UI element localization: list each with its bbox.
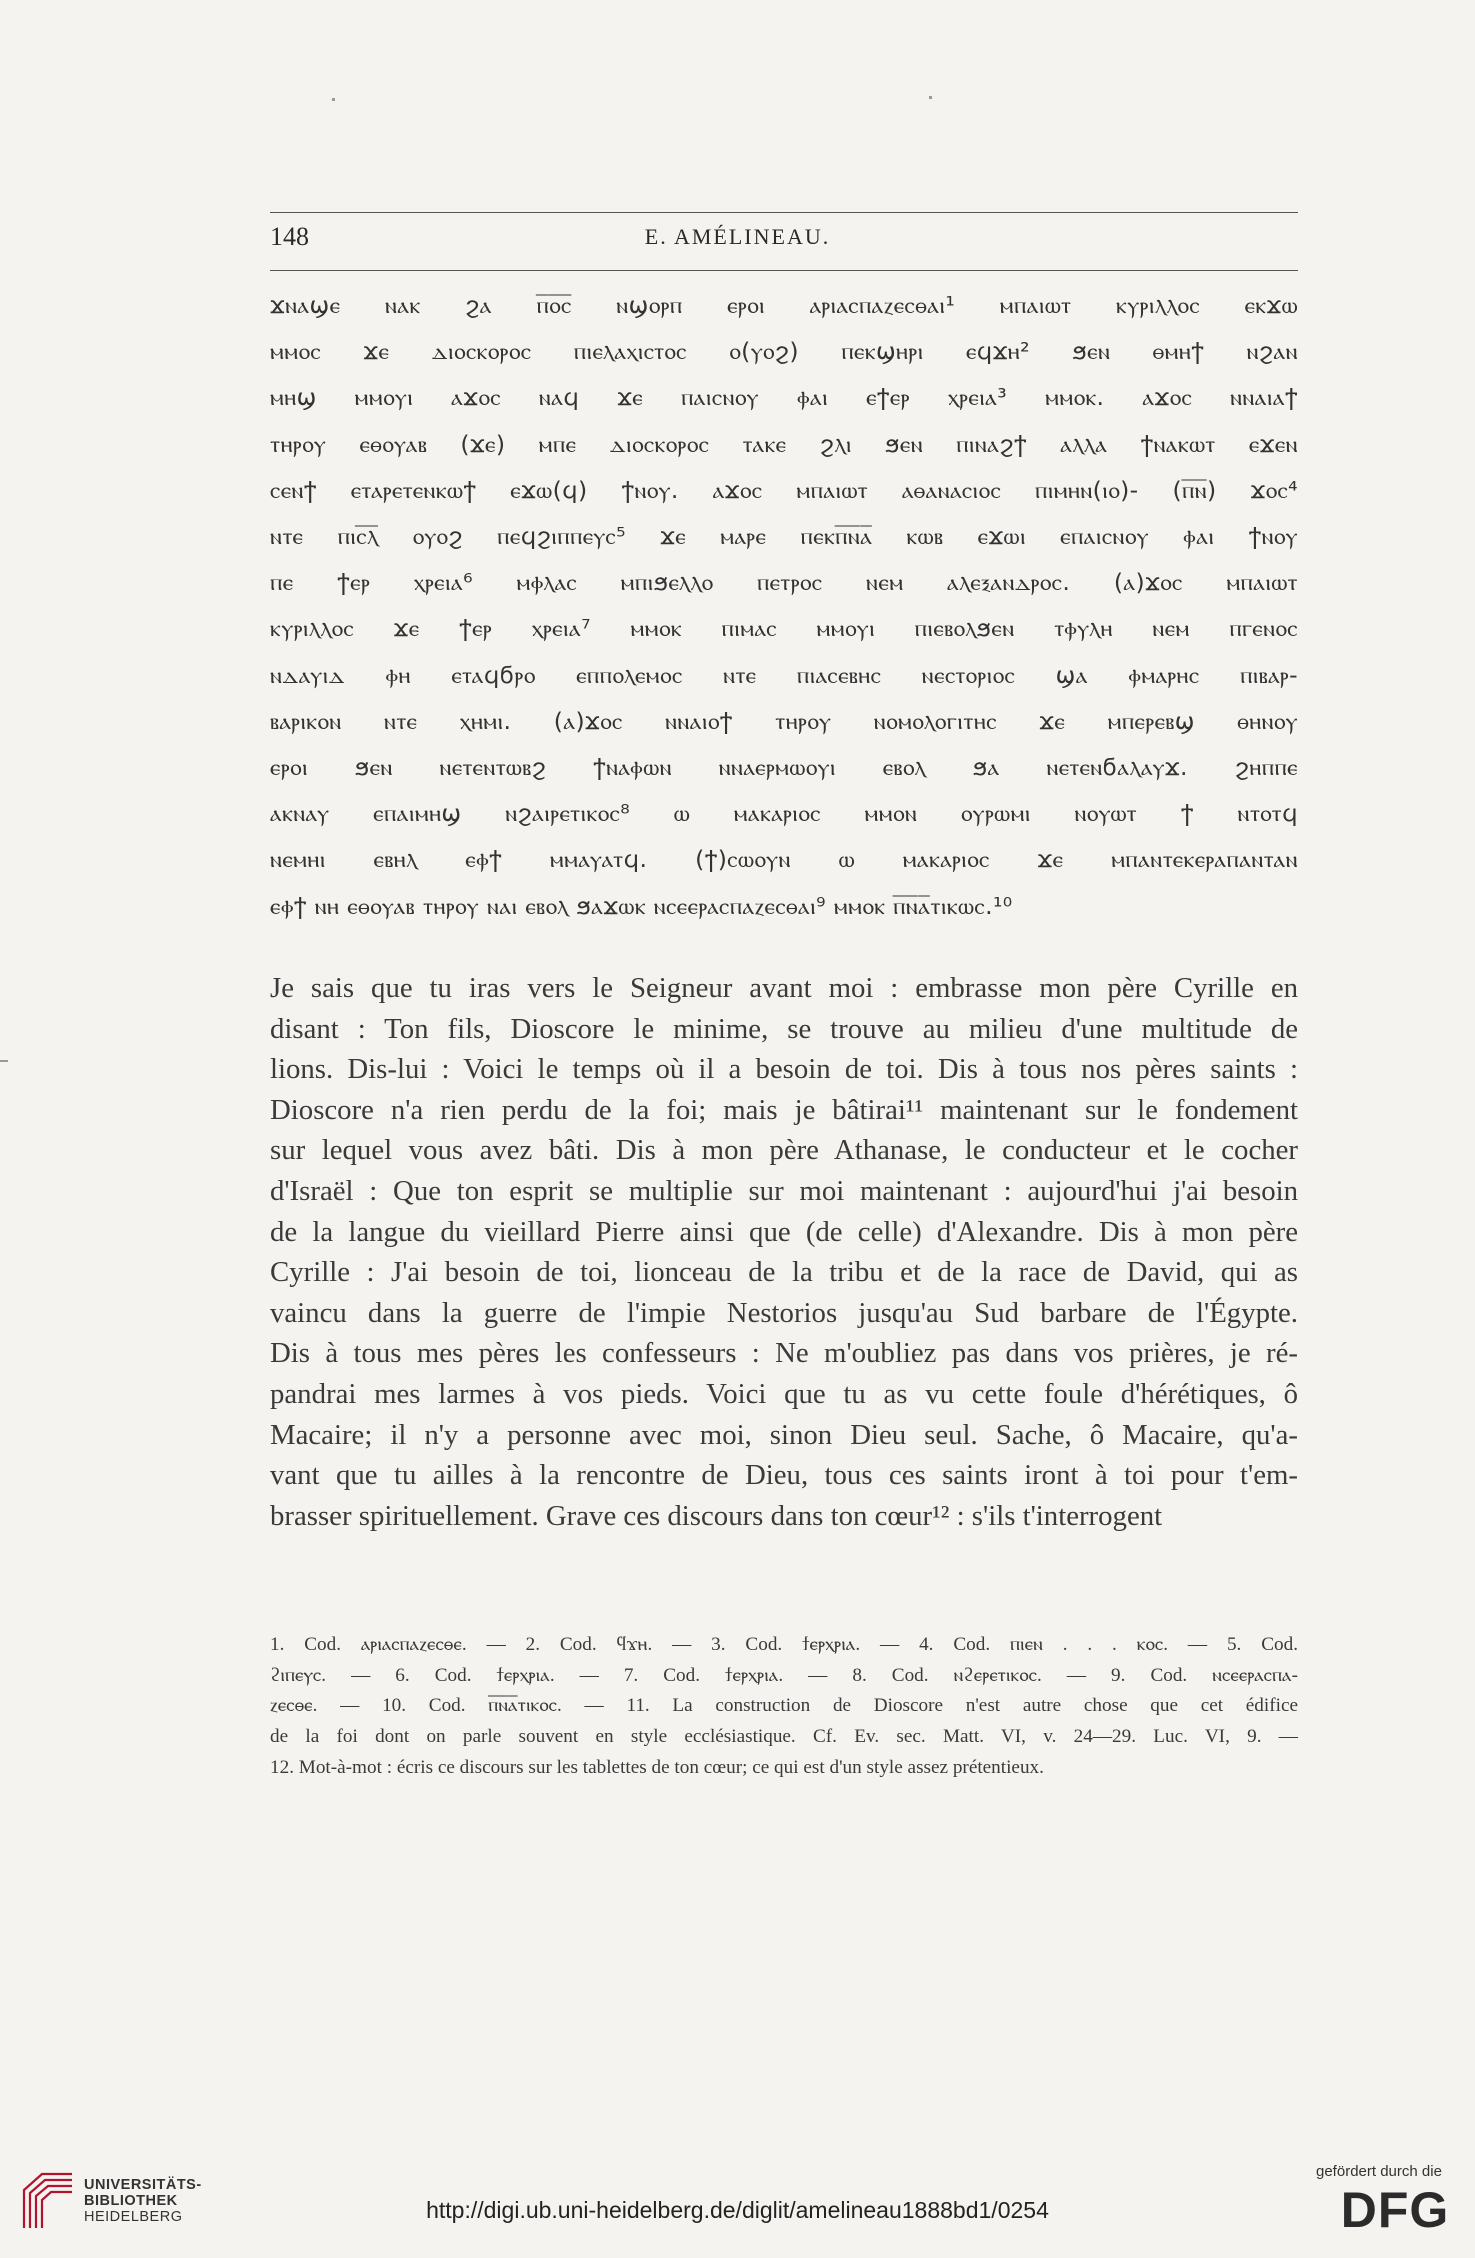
source-url-link[interactable]: http://digi.ub.uni-heidelberg.de/diglit/amelineau1888bd1/0254 [426,2197,1049,2223]
translation-line: de la langue du vieillard Pierre ainsi que (de celle) d'Alexandre. Dis à mon père [270,1215,1298,1248]
coptic-line: ⲧⲏⲣⲟⲩ ⲉⲑⲟⲩⲁⲃ (ϫⲉ) ⲙⲡⲉ ⲇⲓⲟⲥⲕⲟⲣⲟⲥ ⲧⲁⲕⲉ ϩⲗⲓ ϧⲉⲛ ⲡⲓⲛⲁϩϯ ⲁⲗⲗⲁ ϯⲛⲁⲕⲱⲧ ⲉϫⲉⲛ [270,429,1298,458]
library-name-line: UNIVERSITÄTS- [84,2177,202,2193]
coptic-line: ⲃⲁⲣⲓⲕⲟⲛ ⲛⲧⲉ ⲭⲏⲙⲓ. (ⲁ)ϫⲟⲥ ⲛⲛⲁⲓⲟϯ ⲧⲏⲣⲟⲩ ⲛⲟⲙⲟⲗⲟⲅⲓⲧⲏⲥ ϫⲉ ⲙⲡⲉⲣⲉⲃϣ ⲑⲏⲛⲟⲩ [270,706,1298,735]
running-head: E. AMÉLINEAU. [644,224,831,249]
translation-line: lions. Dis-lui : Voici le temps où il a besoin de toi. Dis à tous nos pères saints : [270,1053,1298,1086]
footnote-line: ϩⲓⲡⲉⲩⲥ. — 6. Cod. ϯⲉⲣⲭⲣⲓⲁ. — 7. Cod. ϯⲉⲣⲭⲣⲓⲁ. — 8. Cod. ⲛϩⲉⲣⲉⲧⲓⲕⲟⲥ. — 9. Cod. ⲛⲥⲉⲉⲣⲁⲥⲡⲁ- [270,1664,1298,1686]
translation-line: Dioscore n'a rien perdu de la foi; mais je bâtirai¹¹ maintenant sur le fondement [270,1093,1298,1126]
translation-line: d'Israël : Que ton esprit se multiplie sur moi maintenant : aujourd'hui j'ai besoin [270,1174,1298,1207]
coptic-text-block [270,282,1298,929]
dfg-logo-text: DFG [1340,2183,1450,2233]
footnote-line: 12. Mot-à-mot : écris ce discours sur les tablettes de ton cœur; ce qui est d'un style assez prétentieux. [270,1756,1044,1778]
footnote-line: de la foi dont on parle souvent en style ecclésiastique. Cf. Ev. sec. Matt. VI, v. 24—29. Luc. VI, 9. — [270,1726,1298,1748]
coptic-line: ⲥⲉⲛϯ ⲉⲧⲁⲣⲉⲧⲉⲛⲕⲱϯ ⲉϫⲱ(ϥ) ϯⲛⲟⲩ. ⲁϫⲟⲥ ⲙⲡⲁⲓⲱⲧ ⲁⲑⲁⲛⲁⲥⲓⲟⲥ ⲡⲓⲙⲏⲛ(ⲓⲟ)- (ⲡ̅ⲛ̅) ϫⲟⲥ⁴ [270,475,1298,504]
coptic-line: ⲉⲫϯ ⲛⲏ ⲉⲑⲟⲩⲁⲃ ⲧⲏⲣⲟⲩ ⲛⲁⲓ ⲉⲃⲟⲗ ϧⲁϫⲱⲕ ⲛⲥⲉⲉⲣⲁⲥⲡⲁⲍⲉⲥⲑⲁⲓ⁹ ⲙⲙⲟⲕ ⲡ̅ⲛ̅ⲁ̅ⲧⲓⲕⲱⲥ.¹⁰ [270,891,1013,920]
dfg-logo-icon [1336,2183,1454,2233]
scan-speck [332,98,335,101]
coptic-line: ⲕⲩⲣⲓⲗⲗⲟⲥ ϫⲉ ϯⲉⲣ ⲭⲣⲉⲓⲁ⁷ ⲙⲙⲟⲕ ⲡⲓⲙⲁⲥ ⲙⲙⲟⲩⲓ ⲡⲓⲉⲃⲟⲗϧⲉⲛ ⲧⲫⲩⲗⲏ ⲛⲉⲙ ⲡⲅⲉⲛⲟⲥ [270,614,1298,643]
translation-line: Dis à tous mes pères les confesseurs : Ne m'oubliez pas dans vos prières, je ré- [270,1337,1298,1370]
footnote-line: ⲍⲉⲥⲑⲉ. — 10. Cod. ⲡ̅ⲛ̅ⲁ̅ⲧⲓⲕⲟⲥ. — 11. La construction de Dioscore n'est autre chose que cet édifice [270,1695,1298,1717]
coptic-line: ⲙⲙⲟⲥ ϫⲉ ⲇⲓⲟⲥⲕⲟⲣⲟⲥ ⲡⲓⲉⲗⲁⲭⲓⲥⲧⲟⲥ ⲟ(ⲩⲟϩ) ⲡⲉⲕϣⲏⲣⲓ ⲉϥϫⲏ² ϧⲉⲛ ⲑⲙⲏϯ ⲛϩⲁⲛ [270,337,1298,366]
page-number: 148 [270,222,309,251]
coptic-line: ⲛⲇⲁⲩⲓⲇ ⲫⲏ ⲉⲧⲁϥϭⲣⲟ ⲉⲡⲡⲟⲗⲉⲙⲟⲥ ⲛⲧⲉ ⲡⲓⲁⲥⲉⲃⲏⲥ ⲛⲉⲥⲧⲟⲣⲓⲟⲥ ϣⲁ ⲫⲙⲁⲣⲏⲥ ⲡⲓⲃⲁⲣ- [270,660,1298,689]
header-rule-top [270,212,1298,213]
translation-line: Cyrille : J'ai besoin de toi, lionceau de la tribu et de la race de David, qui as [270,1256,1298,1289]
coptic-line: ⲛⲧⲉ ⲡⲓⲥ̅ⲗ̅ ⲟⲩⲟϩ ⲡⲉϥϩⲓⲡⲡⲉⲩⲥ⁵ ϫⲉ ⲙⲁⲣⲉ ⲡⲉⲕⲡ̅ⲛ̅ⲁ̅ ⲕⲱⲃ ⲉϫⲱⲓ ⲉⲡⲁⲓⲥⲛⲟⲩ ⲫⲁⲓ ϯⲛⲟⲩ [270,522,1298,551]
footnotes-block [270,1630,1298,1784]
margin-mark [0,1060,8,1062]
coptic-line: ϫⲛⲁϣⲉ ⲛⲁⲕ ϩⲁ ⲡ̅ⲟ̅ⲥ̅ ⲛϣⲟⲣⲡ ⲉⲣⲟⲓ ⲁⲣⲓⲁⲥⲡⲁⲍⲉⲥⲑⲁⲓ¹ ⲙⲡⲁⲓⲱⲧ ⲕⲩⲣⲓⲗⲗⲟⲥ ⲉⲕϫⲱ [270,291,1298,319]
translation-line: pandrai mes larmes à vos pieds. Voici que tu as vu cette foule d'hérétiques, ô [270,1377,1298,1410]
scan-speck [929,96,932,99]
library-name-line: BIBLIOTHEK [84,2193,178,2209]
header-rule-bottom [270,270,1298,271]
translation-line: sur lequel vous avez bâti. Dis à mon père Athanase, le conducteur et le cocher [270,1134,1298,1167]
french-translation-block [270,968,1298,1536]
coptic-line: ⲉⲣⲟⲓ ϧⲉⲛ ⲛⲉⲧⲉⲛⲧⲱⲃϩ ϯⲛⲁⲫⲱⲛ ⲛⲛⲁⲉⲣⲙⲱⲟⲩⲓ ⲉⲃⲟⲗ ϧⲁ ⲛⲉⲧⲉⲛϭⲁⲗⲁⲩϫ. ϩⲏⲡⲡⲉ [270,753,1298,782]
translation-line: vant que tu ailles à la rencontre de Dieu, tous ces saints iront à toi pour t'em- [270,1459,1298,1492]
coptic-line: ⲙⲏϣ ⲙⲙⲟⲩⲓ ⲁϫⲟⲥ ⲛⲁϥ ϫⲉ ⲡⲁⲓⲥⲛⲟⲩ ⲫⲁⲓ ⲉϯⲉⲣ ⲭⲣⲉⲓⲁ³ ⲙⲙⲟⲕ. ⲁϫⲟⲥ ⲛⲛⲁⲓⲁϯ [270,383,1298,412]
translation-line: brasser spirituellement. Grave ces discours dans ton cœur¹² : s'ils t'interrogent [270,1499,1163,1532]
translation-line: Macaire; il n'y a personne avec moi, sinon Dieu seul. Sache, ô Macaire, qu'a- [270,1418,1298,1451]
coptic-line: ⲡⲉ ϯⲉⲣ ⲭⲣⲉⲓⲁ⁶ ⲙⲫⲗⲁⲥ ⲙⲡⲓϧⲉⲗⲗⲟ ⲡⲉⲧⲣⲟⲥ ⲛⲉⲙ ⲁⲗⲉⲝⲁⲛⲇⲣⲟⲥ. (ⲁ)ϫⲟⲥ ⲙⲡⲁⲓⲱⲧ [270,568,1298,597]
coptic-line: ⲁⲕⲛⲁⲩ ⲉⲡⲁⲓⲙⲏϣ ⲛϩⲁⲓⲣⲉⲧⲓⲕⲟⲥ⁸ ⲱ ⲙⲁⲕⲁⲣⲓⲟⲥ ⲙⲙⲟⲛ ⲟⲩⲣⲱⲙⲓ ⲛⲟⲩⲱⲧ ϯ ⲛⲧⲟⲧϥ [270,799,1298,828]
translation-line: vaincu dans la guerre de l'impie Nestorios jusqu'au Sud barbare de l'Égypte. [270,1296,1298,1329]
funding-label: gefördert durch die [1316,2163,1442,2180]
footnote-line: 1. Cod. ⲁⲣⲓⲁⲥⲡⲁⲍⲉⲥⲑⲉ. — 2. Cod. ϥϫⲏ. — 3. Cod. ϯⲉⲣⲭⲣⲓⲁ. — 4. Cod. ⲡⲓⲉⲛ . . . ⲕⲟⲥ. — 5. Cod. [270,1634,1298,1655]
translation-line: Je sais que tu iras vers le Seigneur avant moi : embrasse mon père Cyrille en [270,972,1298,1004]
coptic-line: ⲛⲉⲙⲏⲓ ⲉⲃⲏⲗ ⲉⲫϯ ⲙⲙⲁⲩⲁⲧϥ. (ϯ)ⲥⲱⲟⲩⲛ ⲱ ⲙⲁⲕⲁⲣⲓⲟⲥ ϫⲉ ⲙⲡⲁⲛⲧⲉⲕⲉⲣⲁⲡⲁⲛⲧⲁⲛ [270,845,1298,874]
translation-line: disant : Ton fils, Dioscore le minime, se trouve au milieu d'une multitude de [270,1012,1298,1045]
library-name-line: HEIDELBERG [84,2209,183,2225]
